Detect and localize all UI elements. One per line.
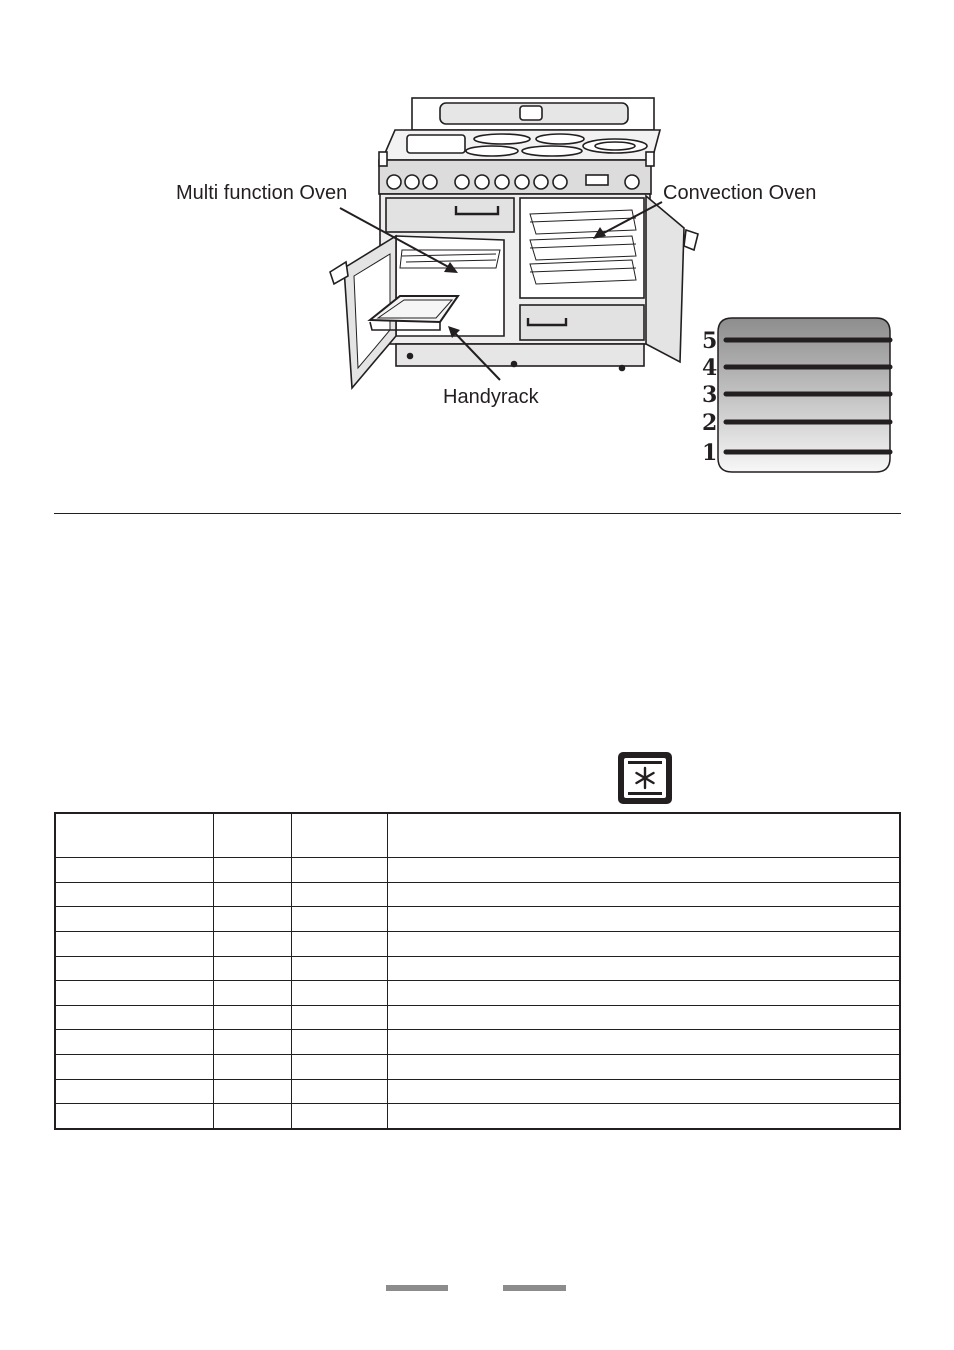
table-cell	[291, 907, 387, 932]
table-row	[55, 1005, 900, 1030]
table-cell	[387, 1104, 900, 1129]
shelf-position-diagram	[700, 312, 900, 478]
table-cell	[213, 981, 291, 1006]
table-cell	[291, 1055, 387, 1080]
table-row	[55, 981, 900, 1006]
table-cell	[291, 931, 387, 956]
table-cell	[291, 981, 387, 1006]
table-cell	[55, 956, 213, 981]
table-cell	[55, 1005, 213, 1030]
cooking-guide-table	[54, 812, 901, 1130]
table-row	[55, 956, 900, 981]
table-header-cell	[291, 813, 387, 858]
table-row	[55, 907, 900, 932]
table-cell	[387, 907, 900, 932]
table-cell	[387, 1030, 900, 1055]
table-cell	[387, 1005, 900, 1030]
table-header-cell	[55, 813, 213, 858]
table-row	[55, 1104, 900, 1129]
table-cell	[213, 882, 291, 907]
shelf-number-1: 1	[702, 440, 718, 466]
table-cell	[213, 858, 291, 883]
table-cell	[291, 858, 387, 883]
table-header-cell	[213, 813, 291, 858]
table-cell	[55, 1104, 213, 1129]
table-cell	[55, 1079, 213, 1104]
table-cell	[213, 1005, 291, 1030]
table-cell	[55, 1055, 213, 1080]
table-cell	[387, 931, 900, 956]
table-cell	[291, 1079, 387, 1104]
table-cell	[291, 1005, 387, 1030]
table-cell	[213, 1030, 291, 1055]
table-header-cell	[387, 813, 900, 858]
table-cell	[213, 1055, 291, 1080]
table-cell	[55, 907, 213, 932]
table-cell	[387, 882, 900, 907]
table-row	[55, 1055, 900, 1080]
table-cell	[291, 882, 387, 907]
table-row	[55, 858, 900, 883]
convection-oven-label: Convection Oven	[663, 182, 817, 204]
section-divider	[54, 513, 901, 514]
table-cell	[213, 931, 291, 956]
footer-page-marker-left	[386, 1285, 448, 1291]
table-cell	[387, 956, 900, 981]
table-row	[55, 882, 900, 907]
table-cell	[387, 1055, 900, 1080]
shelf-number-4: 4	[702, 355, 718, 381]
shelf-number-5: 5	[702, 328, 718, 354]
multi-function-oven-label: Multi function Oven	[176, 182, 348, 204]
table-cell	[55, 1030, 213, 1055]
table-cell	[291, 1030, 387, 1055]
footer-page-marker-right	[503, 1285, 566, 1291]
table-row	[55, 931, 900, 956]
table-cell	[387, 981, 900, 1006]
table-cell	[387, 858, 900, 883]
table-cell	[291, 956, 387, 981]
table-row	[55, 1079, 900, 1104]
table-cell	[387, 1079, 900, 1104]
shelf-number-3: 3	[702, 382, 718, 408]
fan-oven-icon	[617, 751, 673, 805]
table-cell	[55, 858, 213, 883]
table-cell	[213, 956, 291, 981]
table-cell	[55, 981, 213, 1006]
table-cell	[213, 1079, 291, 1104]
table-cell	[55, 882, 213, 907]
shelf-number-2: 2	[702, 410, 718, 436]
handyrack-label: Handyrack	[443, 386, 539, 408]
table-cell	[213, 1104, 291, 1129]
table-header-row	[55, 813, 900, 858]
table-row	[55, 1030, 900, 1055]
table-cell	[213, 907, 291, 932]
table-cell	[55, 931, 213, 956]
table-cell	[291, 1104, 387, 1129]
